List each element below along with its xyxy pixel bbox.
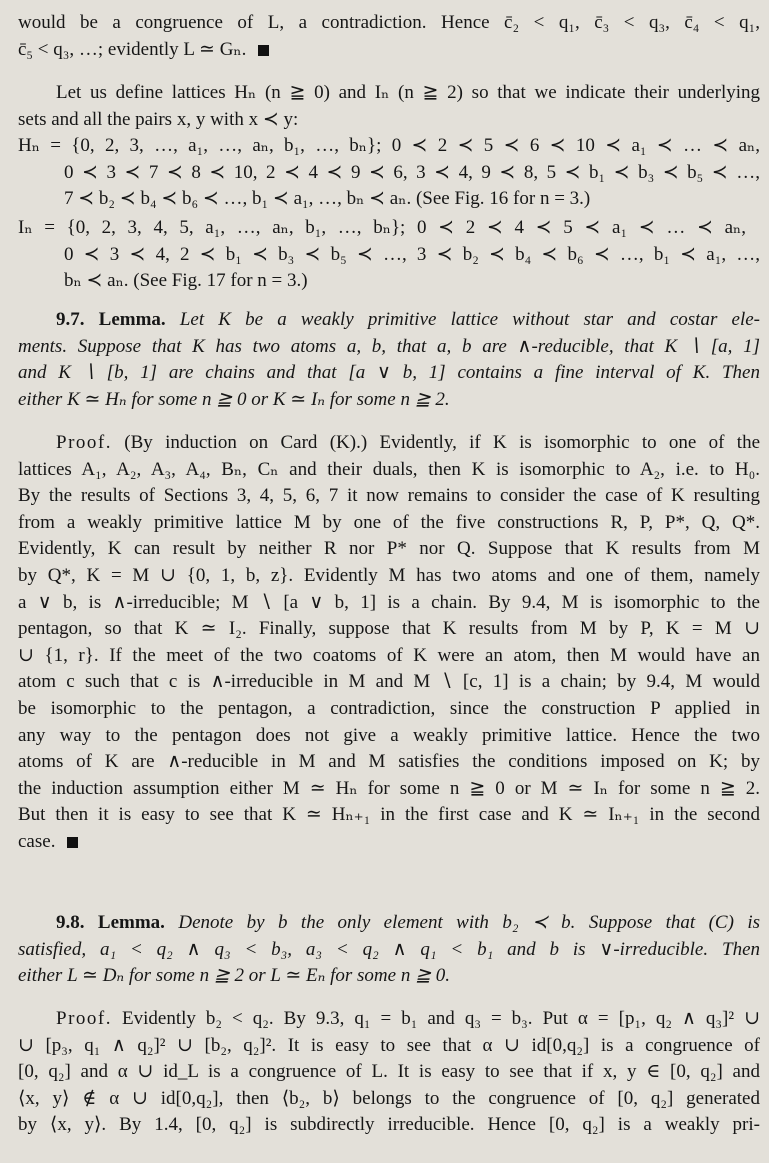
qed-square-icon xyxy=(67,837,78,848)
definition-i-n xyxy=(18,215,760,295)
text-line: either L ≃ Dₙ for some n ≧ 2 or L ≃ Eₙ for some n ≧ 0. xyxy=(18,965,451,987)
text-line xyxy=(18,910,760,937)
text-line: any way to the pentagon does not give a weakly primitive lattice. Hence the two xyxy=(18,724,760,746)
text-run: Denote by b the only element with b₂ ≺ b. Suppose that (C) is xyxy=(178,912,760,933)
proof-9-7 xyxy=(18,430,760,856)
text-line xyxy=(18,430,760,457)
text-line: atom c such that c is ∧-irreducible in M and M ∖ [c, 1] is a chain; by 9.4, M would xyxy=(18,671,760,693)
text-line: either K ≃ Hₙ for some n ≧ 0 or K ≃ Iₙ for some n ≧ 2. xyxy=(18,388,450,410)
text-line: Hₙ = {0, 2, 3, …, a₁, …, aₙ, b₁, …, bₙ}; 0 ≺ 2 ≺ 5 ≺ 6 ≺ 10 ≺ a₁ ≺ … ≺ aₙ, xyxy=(18,135,760,156)
text-line: [0, q₂] and α ∪ id_L is a congruence of L. It is easy to see that if x, y ∈ [0, q₂] and xyxy=(18,1061,760,1083)
proof-label: Proof. xyxy=(56,432,112,453)
text-line: Evidently, K can result by neither R nor P* nor Q. Suppose that K results from M xyxy=(18,538,760,560)
text-line: by ⟨x, y⟩. By 1.4, [0, q₂] is subdirectly irreducible. Hence [0, q₂] is a weakly pri- xyxy=(18,1114,760,1136)
text-run: (By induction on Card (K).) Evidently, if K is isomorphic to one of the xyxy=(124,432,761,453)
text-line: and K ∖ [b, 1] are chains and that [a ∨ b, 1] contains a fine interval of K. Then xyxy=(18,362,760,384)
text-line: lattices A₁, A₂, A₃, A₄, Bₙ, Cₙ and their duals, then K is isomorphic to A₂, i.e. to H₀. xyxy=(18,458,760,480)
text-run: Let K be a weakly primitive lattice without star and costar ele- xyxy=(179,309,760,330)
text-run: c̄₅ < q₃, …; evidently L ≃ Gₙ. xyxy=(18,38,247,60)
text-line: ments. Suppose that K has two atoms a, b, that a, b are ∧-reducible, that K ∖ [a, 1] xyxy=(18,335,760,357)
text-line: from a weakly primitive lattice M by one of the five constructions R, P, P*, Q, Q*. xyxy=(18,511,760,533)
paragraph-continuation xyxy=(18,10,760,63)
text-line: the induction assumption either M ≃ Hₙ for some n ≧ 0 or M ≃ Iₙ for some n ≧ 2. xyxy=(18,777,760,799)
text-line: sets and all the pairs x, y with x ≺ y: xyxy=(18,108,299,130)
text-line: ⟨x, y⟩ ∉ α ∪ id[0,q₂], then ⟨b₂, b⟩ belongs to the congruence of [0, q₂] generated xyxy=(18,1087,760,1109)
text-line: 0 ≺ 3 ≺ 4, 2 ≺ b₁ ≺ b₃ ≺ b₅ ≺ …, 3 ≺ b₂ ≺ b₄ ≺ b₆ ≺ …, b₁ ≺ a₁, …, xyxy=(64,243,760,265)
lemma-9-7 xyxy=(18,307,760,413)
proof-label: Proof. xyxy=(56,1008,112,1029)
text-line: by Q*, K = M ∪ {0, 1, b, z}. Evidently M has two atoms and one of them, namely xyxy=(18,564,760,586)
text-line: bₙ ≺ aₙ. (See Fig. 17 for n = 3.) xyxy=(64,270,308,292)
text-line: ∪ [p₃, q₁ ∧ q₂]² ∪ [b₂, q₂]². It is easy to see that α ∪ id[0,q₂] is a congruence of xyxy=(18,1034,760,1056)
text-line xyxy=(18,37,760,64)
lemma-9-8 xyxy=(18,910,760,990)
text-line: atoms of K are ∧-reducible in M and M satisfies the conditions imposed on K; by xyxy=(18,751,760,773)
text-line: 0 ≺ 3 ≺ 7 ≺ 8 ≺ 10, 2 ≺ 4 ≺ 9 ≺ 6, 3 ≺ 4, 9 ≺ 8, 5 ≺ b₁ ≺ b₃ ≺ b₅ ≺ …, xyxy=(64,161,760,183)
text-line xyxy=(18,307,760,334)
text-line xyxy=(18,1006,760,1033)
book-page xyxy=(8,0,763,1163)
qed-square-icon xyxy=(258,45,269,56)
text-line: ∪ {1, r}. If the meet of the two coatoms of K were an atom, then M would have an xyxy=(18,644,760,666)
lemma-heading: 9.7. Lemma. xyxy=(56,309,166,330)
text-line: satisfied, a₁ < q₂ ∧ q₃ < b₃, a₃ < q₂ ∧ q₁ < b₁ and b is ∨-irreducible. Then xyxy=(18,938,760,960)
text-run: case. xyxy=(18,830,56,852)
text-line: a ∨ b, is ∧-irreducible; M ∖ [a ∨ b, 1] is a chain. By 9.4, M is isomorphic to the xyxy=(18,591,760,613)
text-line: would be a congruence of L, a contradiction. Hence c̄₂ < q₁, c̄₃ < q₃, c̄₄ < q₁, xyxy=(18,12,760,33)
text-line: be isomorphic to the pentagon, a contradiction, since the construction P applied in xyxy=(18,697,760,719)
text-line: pentagon, so that K ≃ I₂. Finally, suppose that K results from M by P, K = M ∪ xyxy=(18,618,760,640)
text-line: Iₙ = {0, 2, 3, 4, 5, a₁, …, aₙ, b₁, …, bₙ}; 0 ≺ 2 ≺ 4 ≺ 5 ≺ a₁ ≺ … ≺ aₙ, xyxy=(18,217,746,238)
paragraph-definitions xyxy=(18,80,760,133)
definition-h-n xyxy=(18,133,760,213)
lemma-heading: 9.8. Lemma. xyxy=(56,912,165,933)
text-line: But then it is easy to see that K ≃ Hₙ₊₁ in the first case and K ≃ Iₙ₊₁ in the second xyxy=(18,804,760,826)
text-line: 7 ≺ b₂ ≺ b₄ ≺ b₆ ≺ …, b₁ ≺ a₁, …, bₙ ≺ aₙ. (See Fig. 16 for n = 3.) xyxy=(64,188,591,210)
text-line: By the results of Sections 3, 4, 5, 6, 7 it now remains to consider the case of K resulting xyxy=(18,485,760,507)
text-line xyxy=(18,829,760,856)
proof-9-8 xyxy=(18,1006,760,1139)
text-run: Evidently b₂ < q₂. By 9.3, q₁ = b₁ and q₃ = b₃. Put α = [p₁, q₂ ∧ q₃]² ∪ xyxy=(122,1008,760,1029)
text-line: Let us define lattices Hₙ (n ≧ 0) and Iₙ (n ≧ 2) so that we indicate their underlying xyxy=(56,82,760,103)
